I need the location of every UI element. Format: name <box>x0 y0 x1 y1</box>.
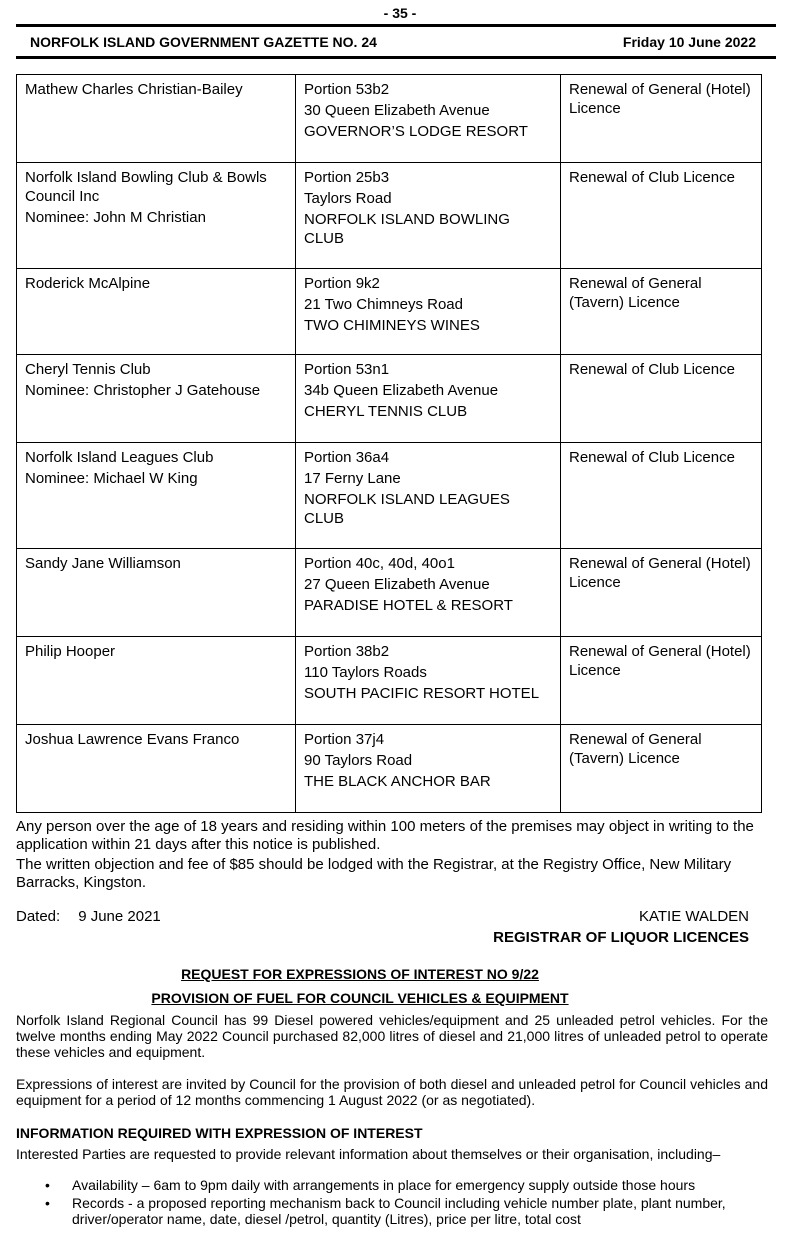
applicant-cell-line: Mathew Charles Christian-Bailey <box>25 81 243 98</box>
licence-type-cell: Renewal of General (Hotel) Licence <box>561 75 762 163</box>
header-rule-top <box>16 24 776 27</box>
licence-row <box>17 269 762 355</box>
dated-value: 9 June 2021 <box>78 908 161 925</box>
premises-cell-line: 110 Taylors Roads <box>304 664 427 681</box>
premises-cell-line: 30 Queen Elizabeth Avenue <box>304 102 490 119</box>
licence-type-cell: Renewal of Club Licence <box>561 355 762 443</box>
premises-cell <box>296 637 561 725</box>
requirement-text: Records - a proposed reporting mechanism back to Council including vehicle number plate, plant number, driver/operator name, date, diesel /petrol, quantity (Litres), price per litre, total cost <box>72 1195 726 1227</box>
premises-cell <box>296 75 561 163</box>
premises-cell <box>296 725 561 813</box>
premises-cell <box>296 269 561 355</box>
applicant-cell-line: Roderick McAlpine <box>25 275 151 292</box>
premises-cell-line: SOUTH PACIFIC RESORT HOTEL <box>304 685 540 702</box>
licence-type-cell: Renewal of General (Tavern) Licence <box>561 725 762 813</box>
premises-cell-line: GOVERNOR’S LODGE RESORT <box>304 123 528 140</box>
premises-cell <box>296 549 561 637</box>
premises-cell-line: Portion 40c, 40d, 40o1 <box>304 555 455 572</box>
info-heading: INFORMATION REQUIRED WITH EXPRESSION OF INTEREST <box>16 1125 423 1141</box>
eoi-paragraph-1: Norfolk Island Regional Council has 99 Diesel powered vehicles/equipment and 25 unleaded petrol vehicles. For the twelve months ending May 2022 Council purchased 82,000 litres of diesel and 21,000 litres of unleaded petrol to operate these vehicles and equipment. <box>16 1012 768 1060</box>
gazette-title: NORFOLK ISLAND GOVERNMENT GAZETTE NO. 24 <box>30 34 377 50</box>
premises-cell-line: NORFOLK ISLAND BOWLING CLUB <box>304 211 510 247</box>
applicant-cell-line: Cheryl Tennis Club <box>25 361 151 378</box>
applicant-cell-line: Nominee: Michael W King <box>25 470 198 487</box>
signatory-name: KATIE WALDEN <box>638 908 749 925</box>
info-intro: Interested Parties are requested to provide relevant information about themselves or their organisation, including– <box>16 1146 721 1162</box>
bullet-icon: • <box>45 1177 50 1193</box>
premises-cell-line: Portion 36a4 <box>304 449 390 466</box>
bullet-icon: • <box>45 1195 50 1211</box>
applicant-cell-line: Joshua Lawrence Evans Franco <box>25 731 240 748</box>
premises-cell <box>296 443 561 549</box>
premises-cell <box>296 355 561 443</box>
eoi-paragraph-2: Expressions of interest are invited by Council for the provision of both diesel and unleaded petrol for Council vehicles and equipment for a period of 12 months commencing 1 August 2022 (or as negotiated). <box>16 1076 768 1108</box>
lodging-notice: The written objection and fee of $85 should be lodged with the Registrar, at the Registry Office, New Military Barracks, Kingston. <box>16 856 732 891</box>
licence-type-cell: Renewal of General (Hotel) Licence <box>561 637 762 725</box>
premises-cell-line: 17 Ferny Lane <box>304 470 401 487</box>
licence-type-cell: Renewal of General (Hotel) Licence <box>561 549 762 637</box>
premises-cell-line: Portion 53b2 <box>304 81 390 98</box>
eoi-subtitle: PROVISION OF FUEL FOR COUNCIL VEHICLES & EQUIPMENT <box>151 990 569 1006</box>
header-rule-bottom <box>16 56 776 59</box>
licence-table-body <box>17 75 762 813</box>
gazette-header <box>30 34 756 50</box>
premises-cell-line: Portion 53n1 <box>304 361 390 378</box>
premises-cell-line: 90 Taylors Road <box>304 752 413 769</box>
premises-cell-line: NORFOLK ISLAND LEAGUES CLUB <box>304 491 510 527</box>
applicant-cell-line: Philip Hooper <box>25 643 116 660</box>
premises-cell-line: 34b Queen Elizabeth Avenue <box>304 382 499 399</box>
objection-notice: Any person over the age of 18 years and residing within 100 meters of the premises may object in writing to the application within 21 days after this notice is published. <box>16 818 754 853</box>
requirement-text: Availability – 6am to 9pm daily with arrangements in place for emergency supply outside those hours <box>72 1177 696 1193</box>
applicant-cell-line: Norfolk Island Bowling Club & Bowls Council Inc <box>25 169 267 205</box>
dated-label: Dated: <box>16 908 61 925</box>
eoi-title: REQUEST FOR EXPRESSIONS OF INTEREST NO 9/22 <box>181 966 539 982</box>
applicant-cell <box>17 269 296 355</box>
applicant-cell-line: Nominee: John M Christian <box>25 209 206 226</box>
applicant-cell <box>17 443 296 549</box>
premises-cell-line: 21 Two Chimneys Road <box>304 296 463 313</box>
applicant-cell-line: Norfolk Island Leagues Club <box>25 449 214 466</box>
licence-table <box>16 74 762 813</box>
premises-cell-line: Taylors Road <box>304 190 392 207</box>
premises-cell <box>296 163 561 269</box>
applicant-cell <box>17 163 296 269</box>
premises-cell-line: THE BLACK ANCHOR BAR <box>304 773 491 790</box>
licence-row <box>17 75 762 163</box>
applicant-cell <box>17 355 296 443</box>
premises-cell-line: TWO CHIMINEYS WINES <box>304 317 480 334</box>
licence-row <box>17 725 762 813</box>
applicant-cell <box>17 75 296 163</box>
premises-cell-line: Portion 9k2 <box>304 275 380 292</box>
signatory-title: REGISTRAR OF LIQUOR LICENCES <box>493 929 749 946</box>
premises-cell-line: Portion 38b2 <box>304 643 390 660</box>
premises-cell-line: 27 Queen Elizabeth Avenue <box>304 576 490 593</box>
licence-row <box>17 549 762 637</box>
licence-row <box>17 163 762 269</box>
premises-cell-line: PARADISE HOTEL & RESORT <box>304 597 513 614</box>
gazette-date: Friday 10 June 2022 <box>622 34 756 50</box>
licence-type-cell: Renewal of Club Licence <box>561 443 762 549</box>
licence-type-cell: Renewal of Club Licence <box>561 163 762 269</box>
licence-row <box>17 637 762 725</box>
premises-cell-line: Portion 37j4 <box>304 731 385 748</box>
licence-row <box>17 443 762 549</box>
requirement-item <box>16 1195 756 1227</box>
requirement-item <box>16 1177 756 1193</box>
page-number: - 35 - <box>383 5 417 21</box>
requirements-list <box>16 1177 756 1229</box>
licence-row <box>17 355 762 443</box>
licence-type-cell: Renewal of General (Tavern) Licence <box>561 269 762 355</box>
applicant-cell-line: Sandy Jane Williamson <box>25 555 181 572</box>
dated-line <box>16 908 161 925</box>
applicant-cell-line: Nominee: Christopher J Gatehouse <box>25 382 261 399</box>
premises-cell-line: CHERYL TENNIS CLUB <box>304 403 468 420</box>
applicant-cell <box>17 637 296 725</box>
applicant-cell <box>17 725 296 813</box>
applicant-cell <box>17 549 296 637</box>
premises-cell-line: Portion 25b3 <box>304 169 390 186</box>
